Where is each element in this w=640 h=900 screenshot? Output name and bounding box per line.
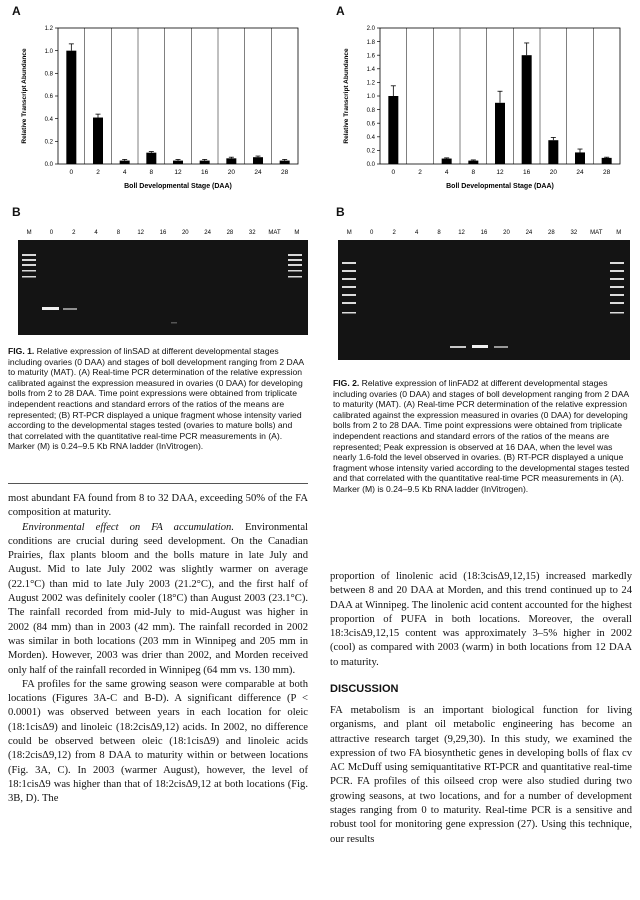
x-tick-label: 20	[227, 169, 235, 176]
discussion-heading: DISCUSSION	[330, 683, 399, 695]
y-tick-label: 1.4	[366, 67, 375, 73]
x-tick-label: 12	[496, 169, 504, 176]
fig1-gel-image	[18, 240, 308, 335]
y-axis-label: Relative Transcript Abundance	[21, 48, 28, 144]
x-tick-label: 28	[603, 169, 611, 176]
left-paragraph-2-text: Environmental conditions are crucial during seed development. On the Canadian Prairies, flax plants bloom and the bolls mature in late July and August. Mid to late July 2002 was slightly warmer on average (22.1°C) than mid to late July 2003 (21.2°C), and the first half of August 2002 was definitely cooler (18°C) than August 2003 (23.1°C). The rainfall recorded from mid-July to mid-August was higher in 2002 (84 mm) than in 2003 (42 mm). The rainfall recorded in 2002 was similar in both locations (203 mm in Winnipeg and 205 mm in Morden). However, 2003 was drier than 2002, and Morden received only half of the rainfall recorded in Winnipeg (64 mm vs. 130 mm).	[8, 521, 308, 676]
lane-label: 32	[248, 230, 256, 236]
lane-label: MAT	[268, 230, 281, 236]
lane-label: 8	[437, 230, 441, 236]
lane-label: 2	[72, 230, 76, 236]
fig1-panel-a-label: A	[12, 4, 21, 18]
y-tick-label: 0.6	[366, 121, 375, 128]
fig1-caption-text: Relative expression of linSAD at different developmental stages including ovaries (0 DAA) and stages of boll development ranging from 2 DAA to maturity (MAT). (A) Real-time PCR determination of the relative expression calibrated against the expression measured in ovaries (0 DAA) for developing bolls from 2 to 28 DAA. Time point expressions were obtained from triplicate independent reactions and standard errors of the ratios of the means are represented; (B) RT-PCR displayed a unique fragment whose intensity varied according to the developmental stages tested (ovaries to mature bolls) and that correlated with the quantitative real-time PCR measurements in (A). Marker (M) is 0.24–9.5 Kb RNA ladder (InVitrogen).	[8, 346, 304, 452]
y-tick-label: 1.2	[366, 80, 375, 87]
section-run-in-title: Environmental effect on FA accumulation.	[22, 521, 234, 533]
x-tick-label: 16	[523, 169, 531, 176]
fig2-caption-label: FIG. 2.	[333, 378, 360, 388]
lane-label: 28	[226, 230, 234, 236]
left-column-rule	[8, 483, 308, 484]
right-paragraph-1: proportion of linolenic acid (18:3cisΔ9,12,15) increased markedly between 8 and 20 DAA at Morden, and this trend continued up to 24 DAA at Winnipeg. The linolenic acid content accounted for the highest proportion of PUFA in both locations. Moreover, the overall 18:3cisΔ9,12,15 content was approximately 3–5% higher in 2002 (cool) as compared with 2003 (warm) in both locations from 12 DAA to maturity.	[330, 571, 632, 668]
lane-label: M	[26, 230, 32, 236]
lane-label: 20	[181, 230, 189, 236]
lane-label: 8	[116, 230, 121, 236]
bar	[120, 161, 130, 164]
x-tick-label: 28	[281, 169, 289, 176]
bar	[200, 161, 210, 164]
fig2-panel-a-label: A	[336, 4, 345, 18]
x-tick-label: 24	[576, 169, 584, 176]
bar	[575, 152, 585, 164]
x-tick-label: 8	[471, 169, 476, 176]
bar	[522, 55, 532, 164]
y-tick-label: 0.0	[366, 162, 375, 169]
x-tick-label: 2	[418, 169, 422, 176]
lane-label: 16	[159, 230, 167, 236]
lane-label: M	[346, 230, 352, 236]
y-tick-label: 1.2	[44, 26, 53, 33]
x-tick-label: 24	[254, 169, 262, 176]
fig1-caption-label: FIG. 1.	[8, 346, 35, 356]
bar	[173, 161, 183, 164]
y-tick-label: 0.2	[44, 139, 53, 146]
y-tick-label: 0.4	[44, 116, 53, 123]
bar	[548, 140, 558, 164]
lane-label: 12	[137, 230, 145, 236]
y-tick-label: 1.0	[44, 48, 53, 55]
lane-label: M	[616, 230, 622, 236]
bar	[93, 118, 103, 164]
y-tick-label: 1.8	[366, 39, 375, 46]
fig1-lane-labels	[18, 230, 308, 238]
lane-label: 20	[503, 230, 510, 236]
left-paragraph-3: FA profiles for the same growing season were comparable at both locations (Figures 3A-C and B-D). A significant difference (P < 0.0001) was observed between years in each location for oleic (18:1cisΔ9) and linoleic (18:2cisΔ9,12) acids. In 2002, no difference could be observed between oleic (18:1cisΔ9) and linoleic acids (18:2cisΔ9,12) from 8 DAA to maturity within or between locations (Fig. 3A, C). In 2003 (warmer August), however, the level of 18:1cisΔ9 was higher than that of 18:2cisΔ9,12 at both locations (Fig. 3B, D). The	[8, 678, 308, 805]
fig2-caption	[333, 378, 633, 495]
x-tick-label: 4	[122, 169, 127, 176]
y-tick-label: 0.6	[44, 94, 53, 101]
discussion-text	[330, 704, 632, 847]
y-tick-label: 0.8	[366, 107, 375, 114]
left-column-text	[8, 492, 308, 807]
bar	[226, 158, 236, 164]
lane-label: 0	[49, 230, 54, 236]
y-tick-label: 1.0	[366, 94, 375, 101]
lane-label: 32	[570, 230, 578, 236]
lane-label: 24	[204, 230, 211, 236]
lane-label: 4	[94, 230, 98, 236]
x-tick-label: 4	[444, 169, 449, 176]
bar	[253, 157, 263, 164]
x-tick-label: 20	[549, 169, 557, 176]
lane-label: 0	[370, 230, 374, 236]
x-axis-label: Boll Developmental Stage (DAA)	[446, 183, 554, 190]
left-paragraph-1: most abundant FA found from 8 to 32 DAA, exceeding 50% of the FA composition at maturity.	[8, 493, 308, 519]
lane-label: 24	[525, 230, 533, 236]
y-tick-label: 0.2	[366, 148, 375, 155]
y-tick-label: 0.8	[44, 71, 53, 78]
y-tick-label: 1.6	[366, 53, 375, 60]
fig2-caption-text: Relative expression of linFAD2 at different developmental stages including ovaries (0 DAA) and stages of boll development ranging from 2 DAA to maturity (MAT). (A) Real-time PCR determination of the relative expression calibrated against the expression measured in ovaries (0 DAA) for developing bolls from 2 to 28 DAA. Time point expressions were obtained from triplicate independent reactions and standard errors of the ratios of the means are represented; Peak expression is observed at 16 DAA, when the level was nearly 1.6-fold the level observed in ovaries. (B) RT-PCR displayed a unique fragment whose intensity varied according to the developmental stages tested and that correlated with the quantitative real-time PCR measurements in (A). Marker (M) is 0.24–9.5 Kb RNA ladder (InVitrogen).	[333, 378, 630, 494]
y-tick-label: 0.4	[366, 135, 375, 141]
x-tick-label: 0	[69, 169, 74, 176]
fig2-bar-chart	[328, 14, 632, 205]
lane-label: 28	[548, 230, 555, 236]
x-tick-label: 8	[149, 169, 154, 176]
fig2-panel-b-label: B	[336, 205, 345, 219]
x-tick-label: 12	[174, 169, 182, 176]
bar	[146, 153, 156, 164]
lane-label: 4	[414, 230, 419, 236]
x-tick-label: 2	[96, 169, 100, 176]
fig1-caption	[8, 346, 308, 452]
right-column-text	[330, 570, 632, 670]
fig2-lane-labels	[338, 230, 630, 238]
bar	[388, 96, 398, 164]
y-tick-label: 0.0	[44, 162, 53, 169]
bar	[468, 161, 478, 164]
lane-label: 12	[458, 230, 465, 236]
lane-label: MAT	[590, 230, 603, 236]
fig1-panel-b-label: B	[12, 205, 21, 219]
x-tick-label: 0	[391, 169, 396, 176]
x-axis-label: Boll Developmental Stage (DAA)	[124, 183, 232, 190]
fig2-gel-image	[338, 240, 630, 360]
bar	[495, 103, 505, 164]
lane-label: 16	[480, 230, 488, 236]
bar	[442, 159, 452, 164]
left-paragraph-2	[8, 521, 308, 678]
bar	[66, 51, 76, 164]
lane-label: 2	[392, 230, 396, 236]
bar	[280, 161, 290, 164]
y-axis-label: Relative Transcript Abundance	[343, 48, 350, 144]
fig1-bar-chart	[6, 14, 310, 205]
discussion-paragraph: FA metabolism is an important biological function for living organisms, and plant oil metabolic engineering has become an attractive research target (9,29,30). In this study, we examined the expression of two FA biosynthetic genes in developing bolls of flax cv AC McDuff using semiquantitative RT-PCR and quantitative real-time PCR. FA profiles of this oilseed crop were also studied during two growing seasons, at two locations, and for a number of development stages ranging from 0 to maturity. Real-time PCR is a sensitive and robust tool for monitoring gene expression (27). Using this technique, our results	[330, 705, 632, 845]
lane-label: M	[294, 230, 300, 236]
bar	[602, 158, 612, 164]
y-tick-label: 2.0	[366, 26, 375, 33]
x-tick-label: 16	[201, 169, 209, 176]
